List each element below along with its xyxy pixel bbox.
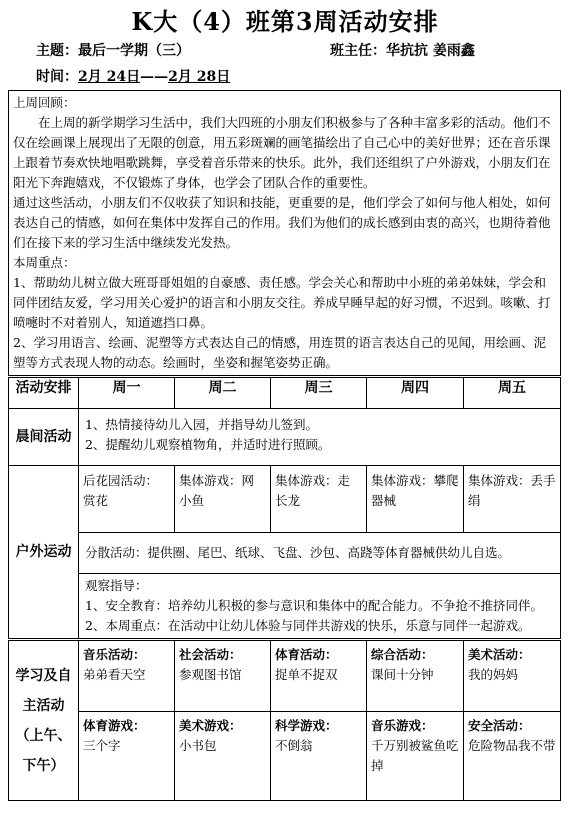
activity-content: 危险物品我不带 [468,738,556,753]
activity-title: 美术游戏： [179,718,242,733]
teacher-value: 华抗抗 姜雨鑫 [386,43,475,59]
activity-content: 课间十分钟 [371,667,434,682]
theme-line [36,40,190,60]
activity-title: 音乐游戏： [371,718,434,733]
activity-title: 体育活动： [275,647,338,662]
study-thu-2 [367,712,464,801]
header-cell: 周四 [367,377,464,409]
activity-content: 不倒翁 [275,738,313,753]
outdoor-game-mon: 后花园活动：赏花 [79,466,175,533]
header-cell: 周一 [79,377,175,409]
focus-item-1: 1、帮助幼儿树立做大班哥哥姐姐的自豪感、责任感。学会关心和帮助中小班的弟弟妹妹，学会和同伴团结友爱，学习用关心爱护的语言和小朋友交往。养成早睡早起的好习惯，不迟到。咳嗽、打喷嚏时不对着别人，知道遮挡口鼻。 [13,275,551,330]
outdoor-game-wed: 集体游戏：走长龙 [271,466,367,533]
header-cell: 活动安排 [9,377,79,409]
review-paragraph-1: 在上周的新学期学习生活中，我们大四班的小朋友们积极参与了各种丰富多彩的活动。他们不仅在绘画课上展现出了无限的创意，用五彩斑斓的画笔描绘出了自己心中的美好世界；还在音乐课上跟着节奏欢快地唱歌跳舞，享受着音乐带来的快乐。此外，我们还组织了户外游戏，小朋友们在阳光下奔跑嬉戏，不仅锻炼了身体，也学会了团队合作的重要性。 [13,115,551,190]
guide-item-2: 2、本周重点：在活动中让幼儿体验与同伴共游戏的快乐，乐意与同伴一起游戏。 [85,618,531,633]
header-cell: 周五 [464,377,561,409]
morning-line-1: 1、热情接待幼儿入园，并指导幼儿签到。 [85,417,318,432]
page-title: K大（4）班第3周活动安排 [131,7,439,36]
focus-heading: 本周重点： [13,255,76,270]
outdoor-guide-row [9,574,561,640]
activity-title: 音乐活动： [83,647,146,662]
morning-label: 晨间活动 [9,409,79,466]
activity-title: 体育游戏： [83,718,146,733]
study-fri-1 [464,640,561,712]
time-line [36,66,230,86]
time-start: 2月 24日 [78,69,141,85]
study-wed-2 [271,712,367,801]
morning-content [79,409,561,466]
activity-content: 参观图书馆 [179,667,242,682]
study-thu-1 [367,640,464,712]
outdoor-guide [79,574,561,640]
activity-content: 小书包 [179,738,217,753]
study-fri-2 [464,712,561,801]
outdoor-scattered-row [9,533,561,574]
time-end: 2月 28日 [168,69,231,85]
guide-item-1: 1、安全教育：培养幼儿积极的参与意识和集体中的配合能力。不争抢不推挤同伴。 [85,598,543,613]
outdoor-game-fri: 集体游戏：丢手绢 [464,466,561,533]
study-row-2 [9,712,561,801]
outdoor-game-thu: 集体游戏：攀爬器械 [367,466,464,533]
activity-content: 三个字 [83,738,121,753]
activity-content: 千万别被鲨鱼吃掉 [371,738,459,773]
theme-label: 主题： [36,43,78,59]
activity-title: 美术活动： [468,647,531,662]
review-cell [9,91,561,377]
teacher-label: 班主任： [330,43,386,59]
outdoor-game-tue: 集体游戏：网小鱼 [175,466,271,533]
study-wed-1 [271,640,367,712]
time-separator: —— [140,69,169,85]
teacher-line [330,40,475,60]
activity-content: 我的妈妈 [468,667,519,682]
outdoor-scattered: 分散活动：提供圈、尾巴、纸球、飞盘、沙包、高跷等体育器械供幼儿自选。 [79,533,561,574]
header-cell: 周二 [175,377,271,409]
activity-title: 社会活动： [179,647,242,662]
guide-heading: 观察指导： [85,578,148,593]
activity-content: 捉单不捉双 [275,667,338,682]
study-mon-2 [79,712,175,801]
theme-value: 最后一学期（三） [78,43,190,59]
study-label: 学习及自主活动（上午、下午） [9,640,79,801]
time-label: 时间： [36,69,78,85]
outdoor-games-row [9,466,561,533]
morning-row [9,409,561,466]
schedule-table [8,90,561,801]
morning-line-2: 2、提醒幼儿观察植物角，并适时进行照顾。 [85,437,331,452]
table-header-row [9,377,561,409]
study-tue-2 [175,712,271,801]
header-cell: 周三 [271,377,367,409]
focus-item-2: 2、学习用语言、绘画、泥塑等方式表达自己的情感，用连贯的语言表达自己的见闻，用绘画、泥塑等方式表现人物的动态。绘画时，坐姿和握笔姿势正确。 [13,335,546,370]
activity-title: 综合活动： [371,647,434,662]
outdoor-label: 户外运动 [9,466,79,640]
study-mon-1 [79,640,175,712]
study-row-1 [9,640,561,712]
review-paragraph-2: 通过这些活动，小朋友们不仅收获了知识和技能，更重要的是，他们学会了如何与他人相处，如何表达自己的情感，如何在集体中发挥自己的作用。我们为他们的成长感到由衷的高兴，也期待着他们在接下来的学习生活中继续发光发热。 [13,195,551,250]
activity-title: 安全活动： [468,718,531,733]
study-tue-1 [175,640,271,712]
activity-title: 科学游戏： [275,718,338,733]
activity-content: 弟弟看天空 [83,667,146,682]
review-heading: 上周回顾： [13,95,76,110]
